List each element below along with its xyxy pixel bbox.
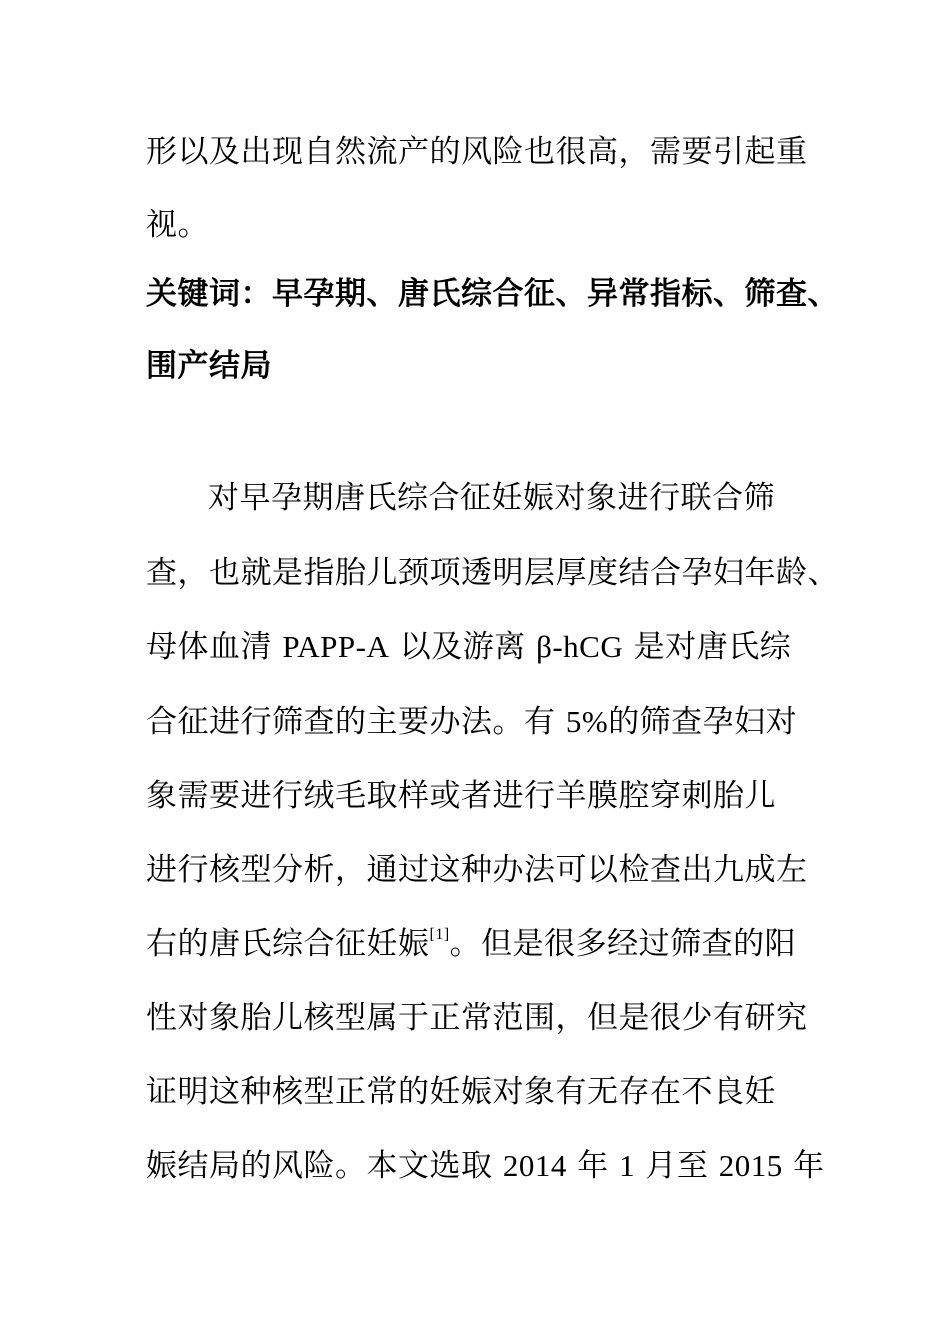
body-line-4-part-a: 合征进行筛查的主要办法。有 — [146, 704, 566, 740]
body-line-3-part-e: 是对唐氏综 — [623, 629, 792, 665]
body-line-7-part-a: 右的唐氏综合征妊娠 — [146, 926, 430, 962]
body-line-10-part-e: 月至 — [635, 1148, 719, 1184]
body-line-3-part-a: 母体血清 — [146, 629, 283, 665]
body-line-4-part-c: 的筛查孕妇对 — [608, 704, 798, 740]
keywords-line-1: 关键词：早孕期、唐氏综合征、异常指标、筛查、 — [146, 276, 839, 312]
body-line-5: 象需要进行绒毛取样或者进行羊膜腔穿刺胎儿 — [146, 778, 776, 814]
body-line-9: 证明这种核型正常的妊娠对象有无存在不良妊 — [146, 1074, 776, 1110]
body-line-7-part-b: 。但是很多经过筛查的阳 — [449, 926, 797, 962]
beta-hcg-term: β-hCG — [536, 629, 624, 664]
body-line-10 — [146, 1146, 825, 1186]
body-line-1: 对早孕期唐氏综合征妊娠对象进行联合筛 — [208, 480, 775, 516]
body-line-4 — [146, 702, 797, 742]
body-line-10-part-a: 娠结局的风险。本文选取 — [146, 1148, 503, 1184]
body-line-3-part-c: 以及游离 — [389, 629, 537, 665]
body-line-8: 性对象胎儿核型属于正常范围，但是很少有研究 — [146, 1000, 808, 1036]
body-line-10-part-g: 年 — [782, 1148, 825, 1184]
body-line-7 — [146, 924, 796, 964]
month-1: 1 — [619, 1148, 636, 1183]
year-2015: 2015 — [718, 1148, 783, 1183]
citation-ref-1: [1] — [429, 925, 450, 943]
body-line-10-part-c: 年 — [566, 1148, 620, 1184]
body-line-3 — [146, 627, 791, 667]
papp-a-term: PAPP-A — [282, 629, 390, 664]
keywords-line-2: 围产结局 — [146, 348, 272, 384]
percentage-value: 5% — [565, 704, 609, 739]
body-line-2: 查，也就是指胎儿颈项透明层厚度结合孕妇年龄、 — [146, 555, 839, 591]
year-2014: 2014 — [502, 1148, 567, 1183]
abstract-line-2: 视。 — [146, 207, 209, 243]
body-line-6: 进行核型分析，通过这种办法可以检查出九成左 — [146, 852, 808, 888]
abstract-line-1: 形以及出现自然流产的风险也很高，需要引起重 — [146, 134, 808, 170]
